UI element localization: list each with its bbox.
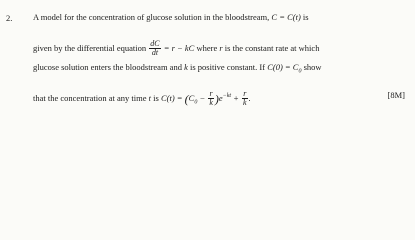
question-line-1: [33, 13, 309, 22]
question-line-3: [33, 63, 322, 75]
line1-end: is: [302, 12, 309, 22]
marks-label: [8M]: [387, 90, 405, 100]
question-line-2: [33, 40, 319, 58]
line3-start: glucose solution enters the bloodstream and: [33, 62, 182, 72]
line1-text: A model for the concentration of glucose solution in the bloodstream,: [33, 12, 270, 22]
time-symbol: t: [148, 92, 152, 103]
question-line-4: [33, 90, 251, 108]
line3-mid: is positive constant. If: [190, 62, 266, 72]
initial-condition: $C(0) = C_0$: [267, 62, 302, 75]
derivative-denominator: dt: [151, 48, 159, 58]
solution-formula: $C(t) = (C_0$ − $\frac{r}{k}$ )$e^{-kt}$ + $\frac{r}{k}$ .: [160, 89, 251, 108]
line2-end: is the constant rate at which: [224, 42, 320, 53]
concentration-function: C = C(t): [271, 12, 301, 22]
derivative-numerator: dC: [150, 39, 160, 48]
rate-symbol: r: [219, 42, 223, 53]
line3-end: show: [303, 62, 322, 72]
question-number: 2.: [6, 13, 13, 23]
line4-is: is: [153, 92, 159, 103]
derivative-fraction: [149, 40, 160, 58]
line2-mid: where: [196, 42, 218, 53]
equation-rhs: = r − kC: [163, 42, 195, 53]
constant-symbol: k: [184, 62, 188, 72]
line2-start: given by the differential equation: [33, 42, 147, 53]
line4-start: that the concentration at any time: [33, 92, 147, 103]
